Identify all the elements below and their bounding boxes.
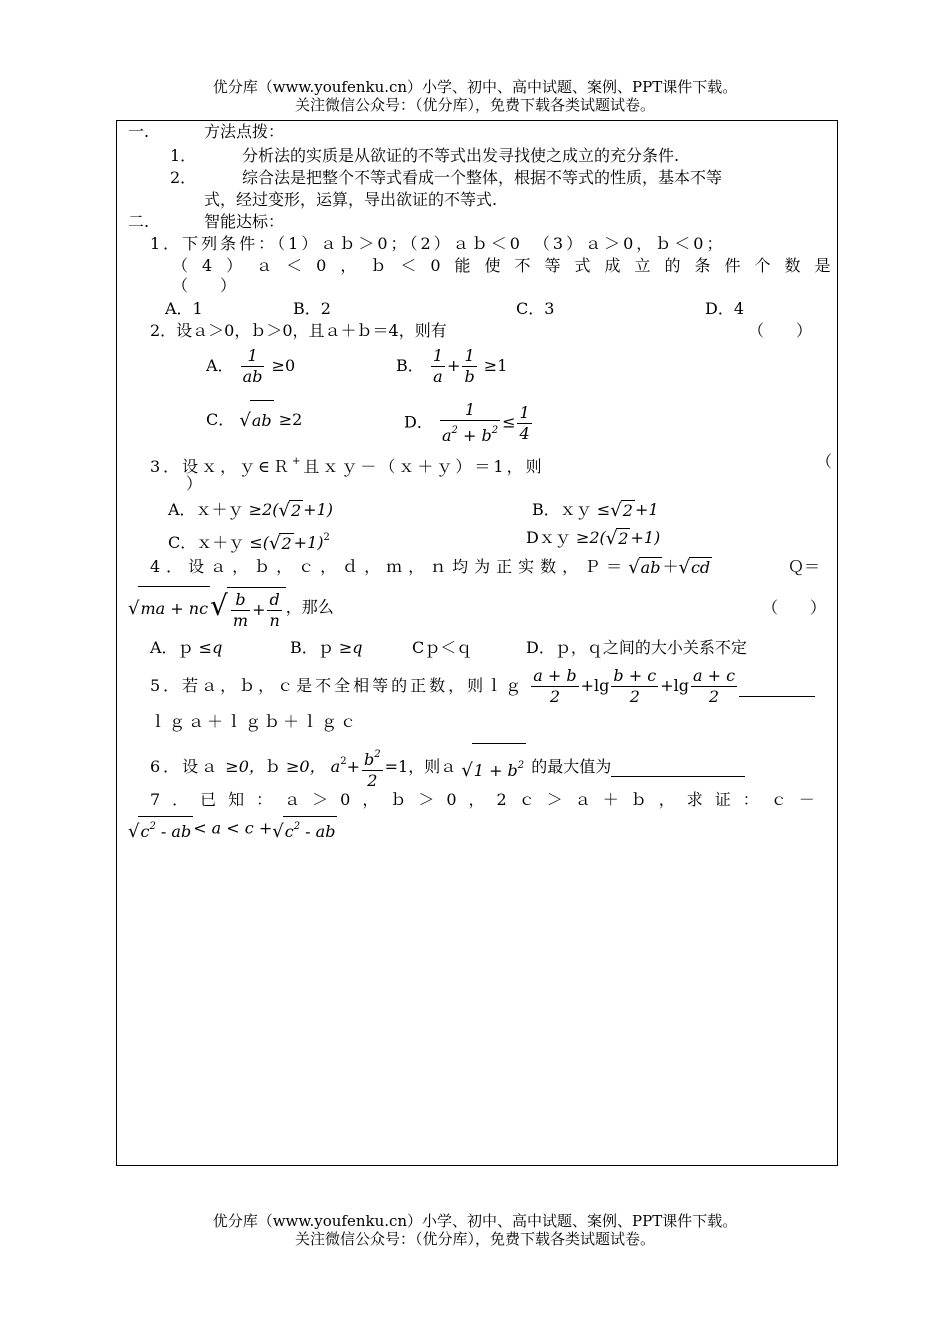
question-7-line-2: $√c^2$ - ab < $a < c +√c^2$ - ab bbox=[128, 816, 337, 842]
question-4-line-2: √ma + nc√ $\frac{b}{m}$ + $\frac{d}{n}$ ，那么 bbox=[128, 584, 334, 632]
le-sign: ≤ bbox=[502, 412, 516, 432]
question-1-line-1: 1．下列条件：（1）ａｂ＞0；（2）ａｂ＜0 （3）ａ＞0，ｂ＜0； bbox=[150, 234, 726, 253]
fraction-1-over-a2-b2 bbox=[440, 400, 500, 446]
denominator: b bbox=[464, 367, 475, 386]
ge-one: ≥1 bbox=[483, 356, 508, 375]
point-1-number: 1． bbox=[170, 146, 197, 165]
fraction-1-over-b bbox=[462, 346, 476, 387]
numerator: 1 bbox=[241, 346, 265, 367]
question-3-paren-left: （ bbox=[816, 452, 833, 471]
option-c-label: C． bbox=[206, 410, 235, 429]
denominator: 4 bbox=[519, 423, 530, 443]
ge-zero: ≥0 bbox=[271, 356, 296, 375]
denominator: $a^2 + b^2$ bbox=[441, 425, 499, 445]
question-5-line-2: ｌｇａ＋ｌｇｂ＋ｌｇｃ bbox=[150, 712, 360, 731]
numerator: 1 bbox=[462, 346, 476, 367]
question-4-option-c: Cｐ＜ｑ bbox=[412, 638, 473, 657]
question-4-option-b: B．ｐ ≥q bbox=[290, 638, 363, 657]
question-1-line-2: （4）ａ＜0，ｂ＜0能使不等式成立的条件个数是 bbox=[172, 256, 845, 275]
answer-blank bbox=[611, 758, 745, 777]
sqrt-ab: √ab bbox=[239, 400, 273, 441]
question-6-stem: 6．设ａ ≥0，ｂ ≥0， $a^2+$ $\frac{b^2}{2}$ =1，则ａ $√1 + b^2$ 的最大值为 bbox=[150, 740, 745, 793]
sqrt-b-m-d-n: √ $\frac{b}{m}$ + $\frac{d}{n}$ bbox=[210, 584, 286, 632]
question-2-paren: （ ） bbox=[748, 321, 813, 340]
point-2-number: 2． bbox=[170, 168, 197, 187]
point-2-text-a: 综合法是把整个不等式看成一个整体，根据不等式的性质，基本不等 bbox=[242, 168, 723, 187]
question-3-option-c: C．ｘ＋ｙ $\le(√2 +1)^2$ bbox=[168, 532, 330, 554]
sqrt-cd: √cd bbox=[678, 557, 711, 578]
section-2-number: 二. bbox=[128, 212, 150, 231]
numerator: 1 bbox=[440, 400, 500, 421]
numerator: 1 bbox=[519, 402, 530, 422]
sqrt-ab: √ab bbox=[628, 557, 661, 578]
point-1-text: 分析法的实质是从欲证的不等式出发寻找使之成立的充分条件. bbox=[242, 146, 680, 165]
numerator: 1 bbox=[432, 346, 444, 365]
question-1-paren: （ ） bbox=[172, 276, 237, 295]
plus-sign: + bbox=[447, 356, 461, 375]
fraction-1-over-ab bbox=[241, 346, 265, 387]
question-1-option-a: A．1 bbox=[165, 299, 203, 318]
header-line-2: 关注微信公众号：（优分库），免费下载各类试题试卷。 bbox=[294, 96, 655, 114]
question-1-option-d: D．4 bbox=[705, 299, 745, 318]
question-4-q-equals: Ｑ＝ bbox=[788, 557, 821, 576]
section-1-title: 方法点拨： bbox=[204, 122, 285, 141]
ge-two: ≥2 bbox=[278, 410, 303, 429]
question-7-stem: 7．已知：ａ＞0，ｂ＞0，2ｃ＞ａ＋ｂ，求证：ｃ－ bbox=[150, 790, 827, 809]
question-3-option-d: Dｘｙ ≥2(√2 +1) bbox=[526, 528, 661, 549]
question-1-option-b: B．2 bbox=[293, 299, 331, 318]
question-2-option-d bbox=[404, 400, 534, 446]
fraction-1-over-4 bbox=[517, 403, 531, 444]
question-2-option-b bbox=[396, 346, 507, 387]
question-4-option-d: D．ｐ，ｑ之间的大小关系不定 bbox=[526, 638, 747, 657]
answer-blank bbox=[739, 676, 815, 697]
question-3-paren-right: ） bbox=[186, 474, 203, 493]
question-3-stem: 3．设ｘ，ｙ∈Ｒ+且ｘｙ－（ｘ＋ｙ）＝1，则 bbox=[150, 456, 545, 476]
sqrt-1-plus-b2: $√1 + b^2$ bbox=[461, 743, 526, 793]
option-b-label: B． bbox=[396, 356, 424, 375]
sqrt-ma-nc: √ma + nc bbox=[128, 586, 210, 631]
question-2-option-a bbox=[206, 346, 295, 387]
option-d-label: D． bbox=[404, 412, 433, 432]
question-2-stem: 2．设ａ＞0，ｂ＞0，且ａ＋ｂ＝4，则有 bbox=[150, 321, 447, 340]
question-3-option-a: A．ｘ＋ｙ ≥2(√2 +1) bbox=[168, 500, 333, 521]
section-2-title: 智能达标： bbox=[204, 212, 285, 231]
question-2-option-c bbox=[206, 400, 302, 441]
question-4-paren: （ ） bbox=[762, 598, 827, 617]
question-4-option-a: A．ｐ ≤q bbox=[150, 638, 223, 657]
question-4-stem: 4．设ａ，ｂ，ｃ，ｄ，ｍ，ｎ均为正实数，Ｐ＝√ab ＋√cd bbox=[150, 557, 711, 578]
question-3-option-b: B．ｘｙ ≤√2 +1 bbox=[532, 500, 659, 521]
option-a-label: A． bbox=[206, 356, 234, 375]
footer-line-1: 优分库（www.youfenku.cn）小学、初中、高中试题、案例、PPT课件下载。 bbox=[212, 1212, 738, 1230]
header-line-1: 优分库（www.youfenku.cn）小学、初中、高中试题、案例、PPT课件下载。 bbox=[212, 78, 738, 96]
footer-line-2: 关注微信公众号：（优分库），免费下载各类试题试卷。 bbox=[294, 1230, 655, 1248]
fraction-1-over-a bbox=[431, 346, 445, 387]
page-header bbox=[0, 78, 950, 114]
point-2-text-b: 式，经过变形，运算，导出欲证的不等式. bbox=[204, 190, 498, 209]
question-1-option-c: C．3 bbox=[516, 299, 555, 318]
page-footer bbox=[0, 1212, 950, 1248]
question-5-stem: 5．若ａ，ｂ，ｃ是不全相等的正数，则ｌｇ $\frac{a + b}{2}$ +lg $\frac{b + c}{2}$ +lg $\frac{a + c}{2}$ bbox=[150, 664, 815, 708]
denominator: ab bbox=[242, 367, 263, 386]
section-1-number: 一. bbox=[128, 122, 150, 141]
denominator: a bbox=[433, 367, 443, 386]
